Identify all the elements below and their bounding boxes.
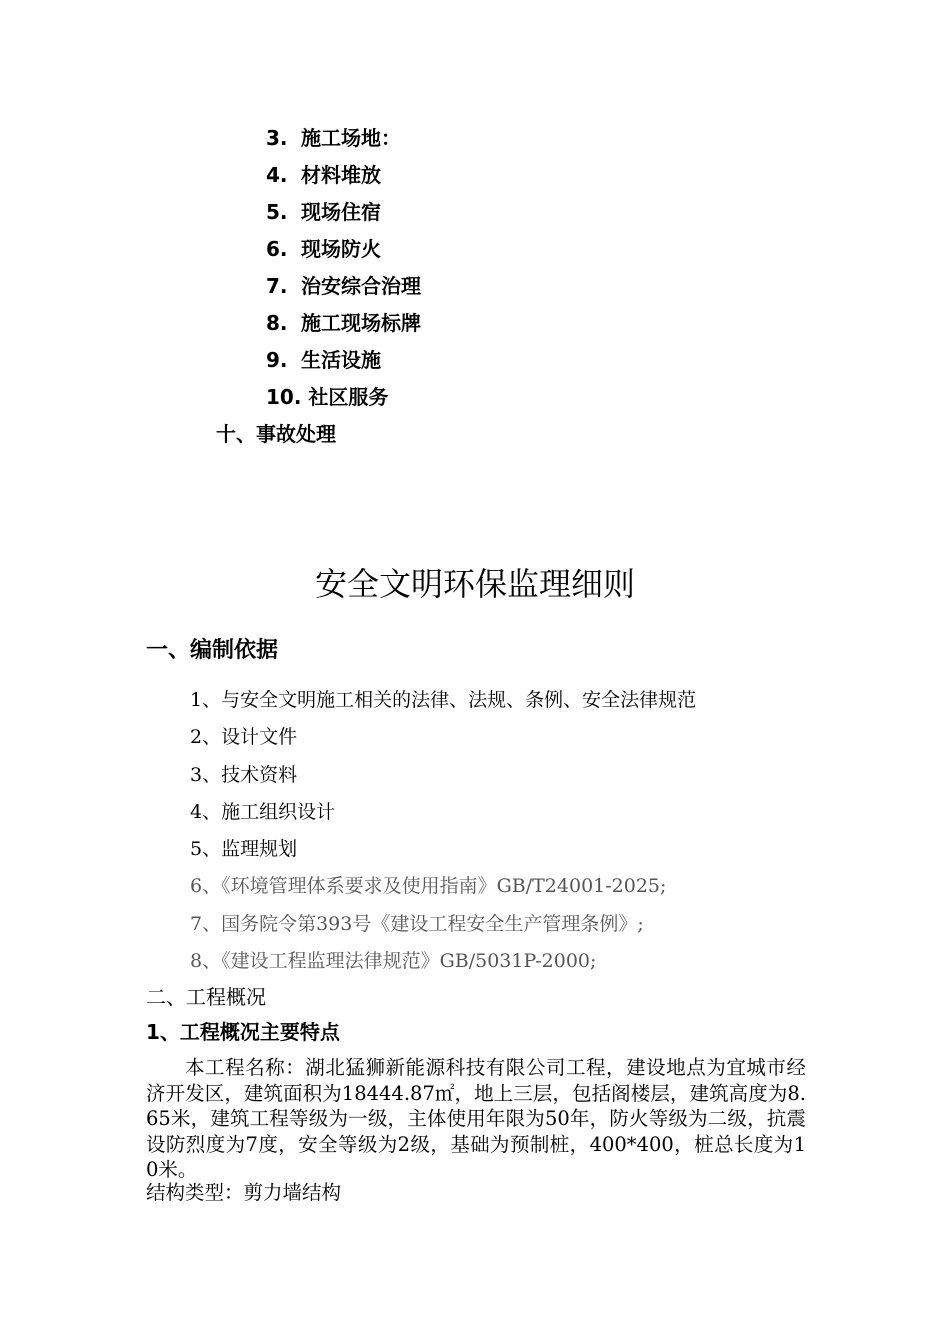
basis-list-item: 5、监理规划 — [190, 838, 298, 861]
basis-list-item: 2、设计文件 — [190, 726, 298, 749]
basis-list-item: 6、《环境管理体系要求及使用指南》GB/T24001-2025; — [190, 875, 667, 898]
section-heading-overview: 二、工程概况 — [146, 985, 266, 1009]
basis-list-item: 8、《建设工程监理法律规范》GB/5031P-2000; — [190, 950, 597, 973]
toc-section-ten[interactable]: 十、事故处理 — [216, 422, 336, 446]
basis-list-item: 3、技术资料 — [190, 763, 298, 786]
toc-item[interactable] — [266, 194, 421, 231]
toc-item-number: 7. — [266, 274, 288, 298]
basis-list — [190, 682, 696, 980]
toc-item-label: 生活设施 — [300, 348, 381, 372]
basis-list-item: 1、与安全文明施工相关的法律、法规、条例、安全法律规范 — [190, 689, 697, 711]
overview-paragraph: 本工程名称：湖北猛狮新能源科技有限公司工程，建设地点为宜城市经济开发区，建筑面积为18444.87㎡，地上三层，包括阁楼层，建筑高度为8.65米，建筑工程等级为一级，主体使用年限为50年，防火等级为二级，抗震设防烈度为7度，安全等级为2级，基础为预制桩，400*400，桩总长度为10米。 — [146, 1056, 806, 1182]
basis-list-item: 7、国务院令第393号《建设工程安全生产管理条例》; — [190, 912, 644, 935]
toc-item[interactable] — [266, 305, 421, 342]
toc-item-number: 9. — [266, 348, 288, 372]
toc-item[interactable] — [266, 268, 421, 305]
toc-item-label: 治安综合治理 — [300, 274, 421, 298]
toc-item-number: 8. — [266, 311, 288, 335]
structure-type-line: 结构类型：剪力墙结构 — [146, 1181, 342, 1204]
toc-item-label: 施工场地： — [300, 126, 401, 150]
toc-item-number: 3. — [266, 126, 288, 150]
toc-item[interactable] — [266, 379, 421, 416]
table-of-contents — [266, 120, 421, 416]
document-title: 安全文明环保监理细则 — [314, 565, 635, 603]
toc-item-label: 社区服务 — [308, 385, 389, 409]
toc-item-label: 材料堆放 — [300, 163, 381, 187]
toc-item-number: 4. — [266, 163, 288, 187]
toc-item-number: 6. — [266, 237, 288, 261]
toc-item[interactable] — [266, 342, 421, 379]
toc-item[interactable] — [266, 157, 421, 194]
subsection-heading-features: 1、工程概况主要特点 — [146, 1020, 340, 1044]
toc-item-label: 施工现场标牌 — [300, 311, 421, 335]
toc-item-label: 现场防火 — [300, 237, 381, 261]
section-heading-basis: 一、编制依据 — [146, 638, 279, 663]
toc-item[interactable] — [266, 231, 421, 268]
basis-list-item: 4、施工组织设计 — [190, 800, 336, 823]
toc-item-number: 10. — [266, 385, 302, 409]
toc-item-number: 5. — [266, 200, 288, 224]
toc-item-label: 现场住宿 — [300, 200, 381, 224]
toc-item[interactable] — [266, 120, 421, 157]
